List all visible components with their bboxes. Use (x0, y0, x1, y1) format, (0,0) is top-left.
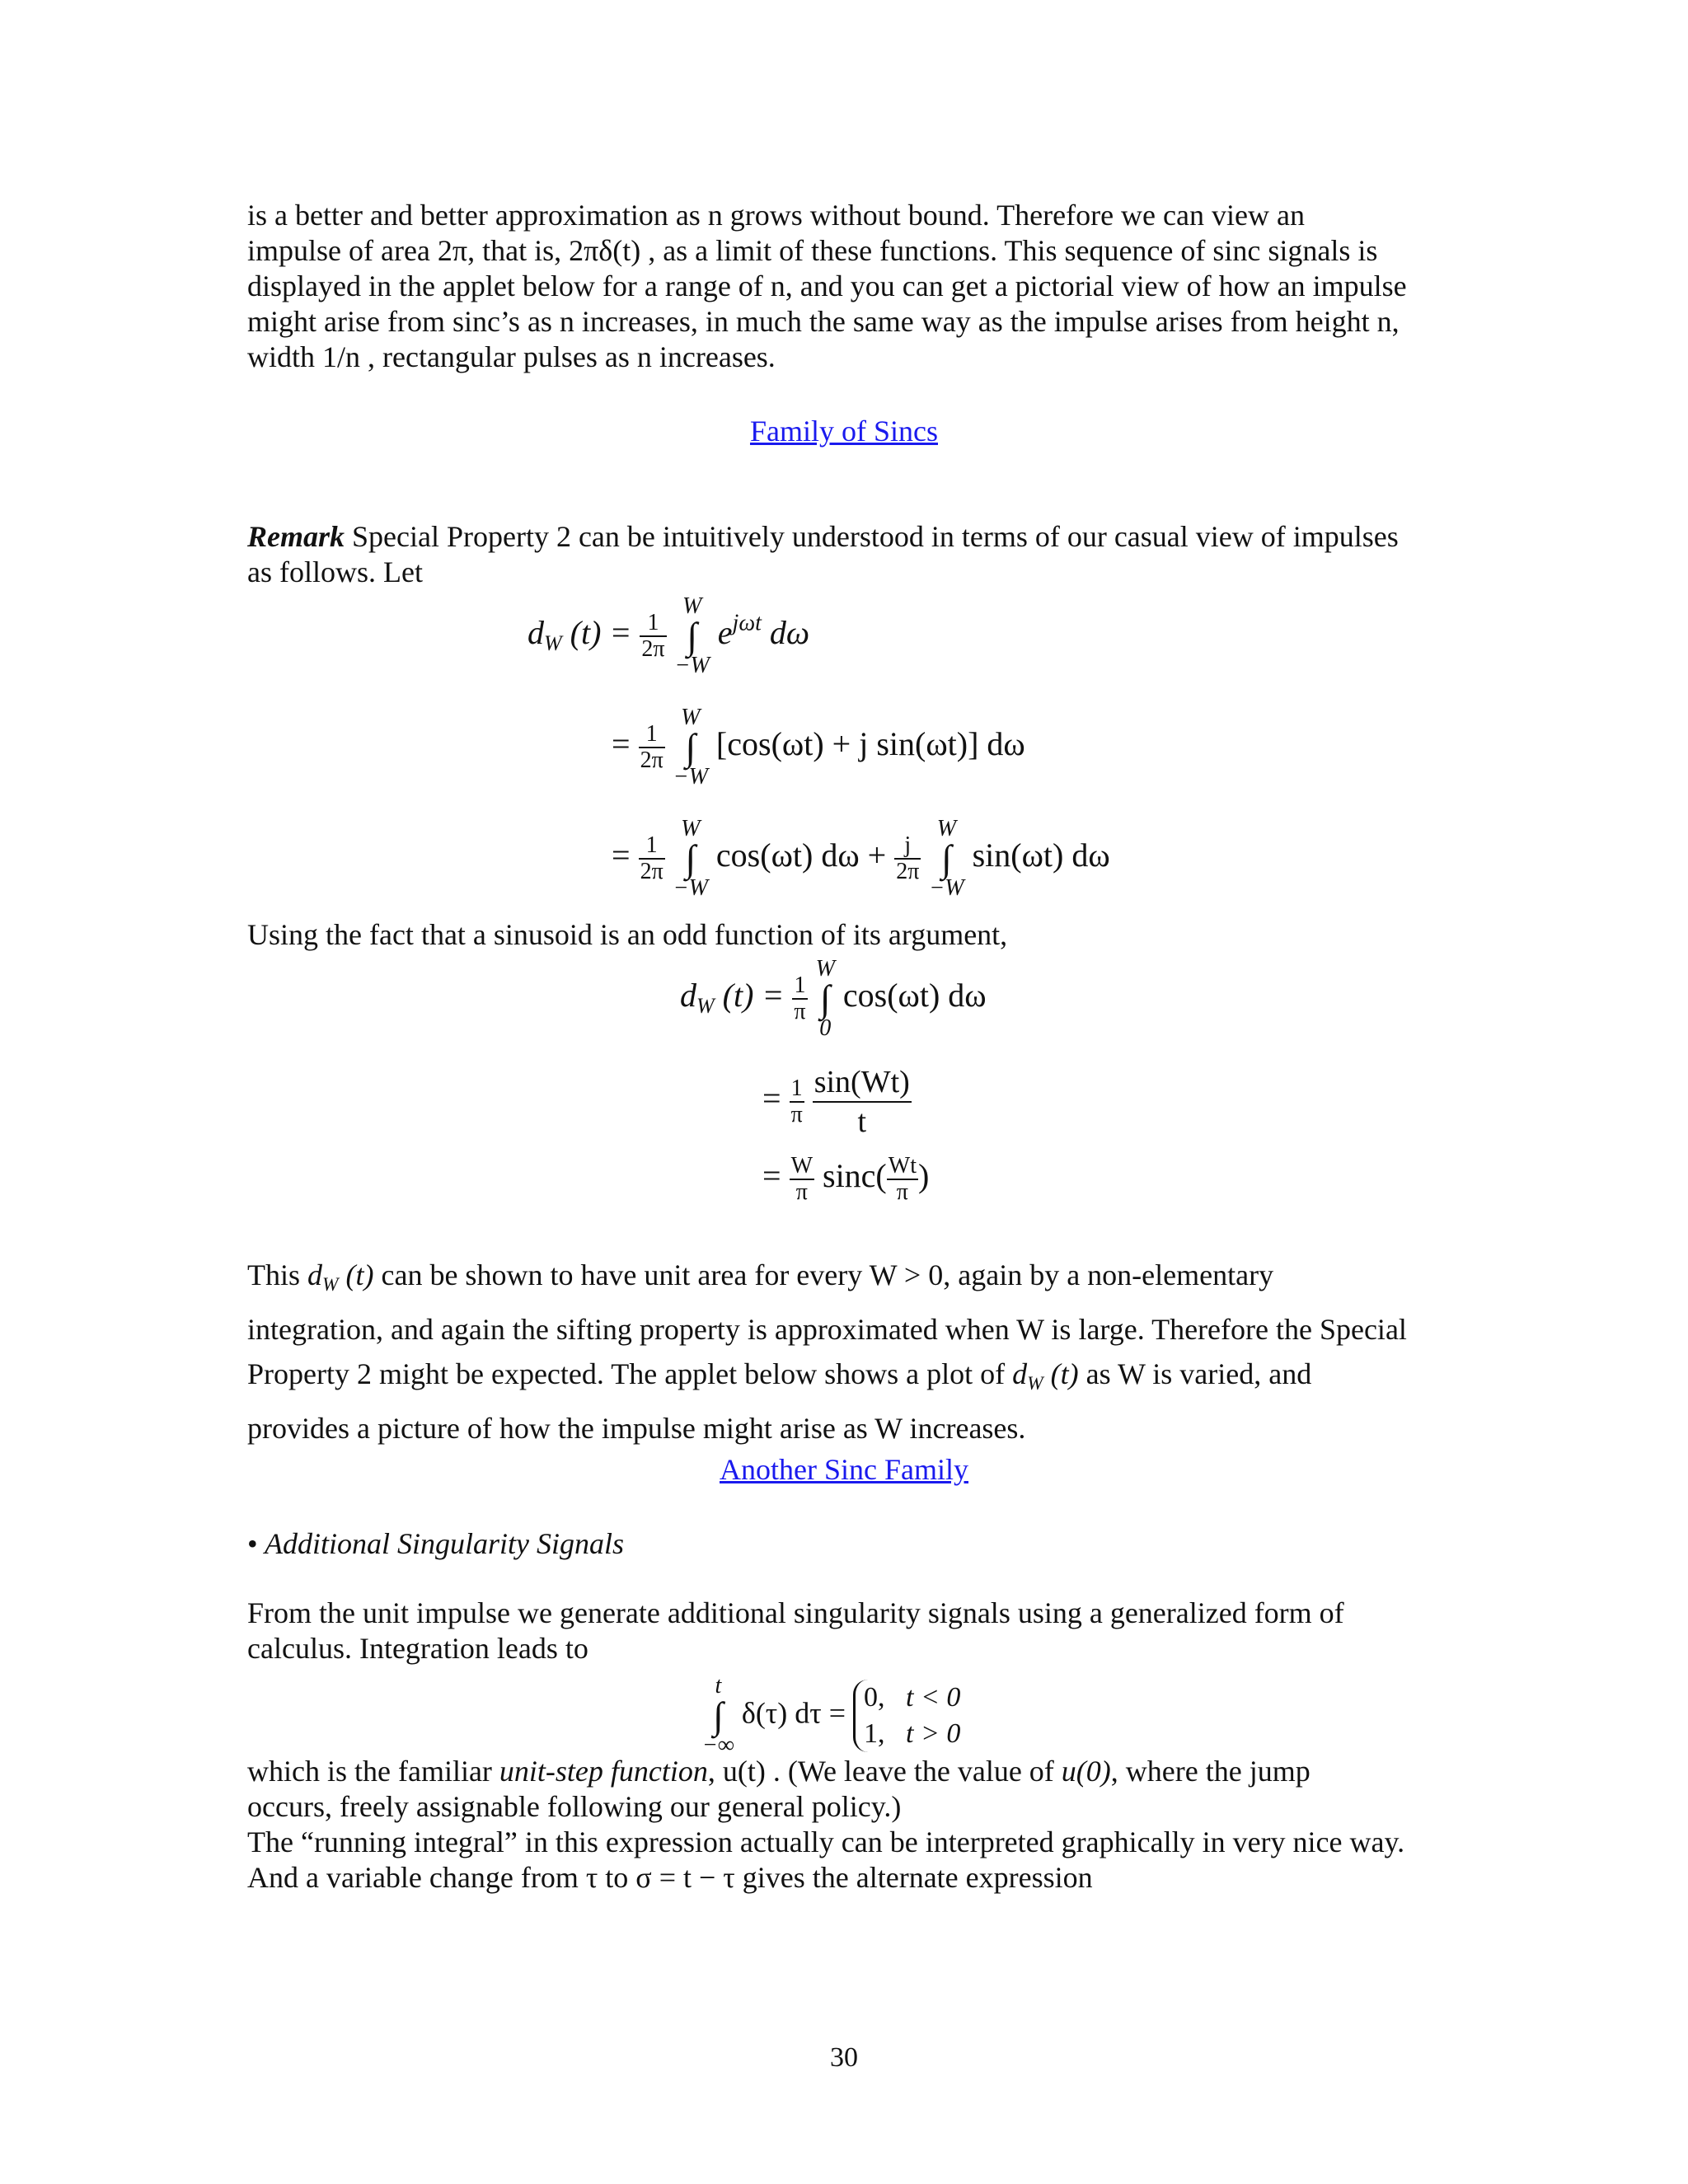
another-sinc-family-link[interactable]: Another Sinc Family (720, 1453, 968, 1486)
eq-fraction: $\frac{1}{\pi}$ (794, 972, 806, 1024)
eq-fraction: $\frac{W}{\pi}$ (790, 1153, 813, 1205)
text-emphasis: unit-step function (499, 1755, 708, 1788)
equation-expanded (612, 705, 1025, 790)
text-line: as follows. Let (247, 555, 423, 588)
eq-subscript: W (1027, 1373, 1043, 1395)
equals-sign: = (762, 1080, 781, 1118)
text-line: displayed in the applet below for a range of n, and you can get a pictorial view of how an impulse (247, 269, 1407, 302)
text-line: is a better and better approximation as n grows without bound. Therefore we can view an (247, 199, 1305, 232)
equals-sign: = (612, 725, 631, 763)
eq-arg: (t) = (714, 977, 785, 1015)
text-line: width 1/n , rectangular pulses as n increases. (247, 340, 776, 373)
eq-arg: (t) = (561, 614, 632, 652)
integral-sign: W ∫ −W (673, 816, 708, 901)
text-span: , where the jump (1110, 1755, 1311, 1788)
family-of-sincs-link[interactable]: Family of Sincs (749, 415, 938, 448)
piecewise-cases (853, 1680, 960, 1752)
text-line: integration, and again the sifting property is approximated when W is large. Therefore the Special (247, 1313, 1407, 1347)
paragraph-approximation (247, 198, 1451, 375)
eq-symbol: d (1012, 1357, 1028, 1391)
text-emphasis: u(0) (1061, 1755, 1111, 1788)
integral-sign: W ∫ −W (674, 593, 710, 678)
equation-sin-over-t (762, 1063, 912, 1141)
text-line: The “running integral” in this expression actually can be interpreted graphically in very nice way. (247, 1825, 1405, 1858)
eq-fraction-large: $\frac{\sin(Wt)}{t}$ (814, 1065, 910, 1139)
integral-sign: t ∫ −∞ (702, 1673, 734, 1758)
case-condition: t > 0 (906, 1718, 961, 1749)
text-line: provides a picture of how the impulse might arise as W increases. (247, 1412, 1026, 1446)
integral-sign: W ∫ −W (929, 816, 964, 901)
remark-paragraph (247, 519, 1451, 590)
section-heading (247, 1526, 1451, 1562)
text-span: Property 2 might be expected. The applet below shows a plot of (247, 1357, 1013, 1391)
case-condition: t < 0 (906, 1682, 961, 1713)
eq-fraction: $\frac{1}{2\pi}$ (640, 832, 663, 884)
case-value: 0, (864, 1682, 885, 1713)
text-span: This (247, 1258, 308, 1291)
eq-fraction: $\frac{1}{\pi}$ (790, 1076, 803, 1127)
bullet-icon: • (247, 1527, 258, 1560)
text-span: as W is varied, and (1078, 1357, 1312, 1391)
text-line: Special Property 2 can be intuitively understood in terms of our casual view of impulses (345, 520, 1399, 553)
text-line: impulse of area 2π, that is, 2πδ(t) , as a limit of these functions. This sequence of sinc signals is (247, 234, 1378, 267)
page-number: 30 (830, 2042, 858, 2073)
paragraph-singularity (247, 1596, 1451, 1666)
eq-arg: (t) (1043, 1357, 1079, 1391)
eq-term: sin(ωt) dω (972, 837, 1110, 874)
text-span: can be shown to have unit area for every W > 0, again by a non-elementary (373, 1258, 1274, 1291)
remark-label: Remark (247, 520, 345, 553)
eq-symbol: d (680, 977, 696, 1015)
equation-dw-definition (528, 593, 809, 679)
eq-subscript: W (544, 630, 562, 655)
link-family-of-sincs-row (0, 414, 1688, 448)
equals-sign: = (762, 1157, 781, 1195)
eq-function: sinc( (823, 1157, 887, 1195)
eq-integrand: e (717, 614, 733, 652)
text-span: , u(t) . (We leave the value of (707, 1755, 1062, 1788)
eq-subscript: W (322, 1274, 339, 1296)
eq-superscript: jωt (732, 610, 762, 636)
eq-subscript: W (696, 993, 715, 1018)
section-title: Additional Singularity Signals (257, 1527, 624, 1560)
eq-paren: ) (917, 1157, 930, 1195)
text-span: which is the familiar (247, 1755, 499, 1788)
text-line: And a variable change from τ to σ = t − τ gives the alternate expression (247, 1861, 1093, 1894)
eq-tail: dω (761, 614, 810, 652)
text-line: From the unit impulse we generate additional singularity signals using a generalized form of (247, 1596, 1344, 1629)
link-another-sinc-family-row (0, 1452, 1688, 1487)
eq-integrand: δ(τ) dτ = (741, 1696, 846, 1730)
paragraph-unit-area (247, 1253, 1451, 1451)
eq-fraction: $\frac{j}{2\pi}$ (896, 832, 920, 884)
text-line: calculus. Integration leads to (247, 1632, 588, 1665)
paragraph-unit-step (247, 1754, 1451, 1896)
equation-sinc (762, 1154, 929, 1205)
eq-symbol: d (307, 1258, 323, 1291)
eq-integrand: cos(ωt) dω (842, 977, 987, 1015)
eq-integrand: [cos(ωt) + j sin(ωt)] dω (715, 725, 1025, 763)
text-line: Using the fact that a sinusoid is an odd function of its argument, (247, 918, 1008, 951)
eq-term: cos(ωt) dω + (715, 837, 887, 874)
case-value: 1, (864, 1718, 885, 1749)
equation-unit-step (702, 1673, 960, 1759)
eq-fraction: $\frac{1}{2\pi}$ (641, 610, 665, 662)
eq-symbol: d (528, 614, 544, 652)
text-line: occurs, freely assignable following our general policy.) (247, 1790, 902, 1823)
eq-arg: (t) (338, 1258, 374, 1291)
equation-cosine-integral (680, 956, 987, 1042)
integral-sign: W ∫ 0 (815, 956, 835, 1041)
equals-sign: = (612, 837, 631, 874)
eq-fraction: $\frac{Wt}{\pi}$ (888, 1153, 917, 1205)
text-line: might arise from sinc’s as n increases, in much the same way as the impulse arises from height n, (247, 305, 1400, 338)
eq-fraction: $\frac{1}{2\pi}$ (640, 721, 663, 773)
equation-split (612, 816, 1110, 902)
integral-sign: W ∫ −W (673, 705, 708, 790)
